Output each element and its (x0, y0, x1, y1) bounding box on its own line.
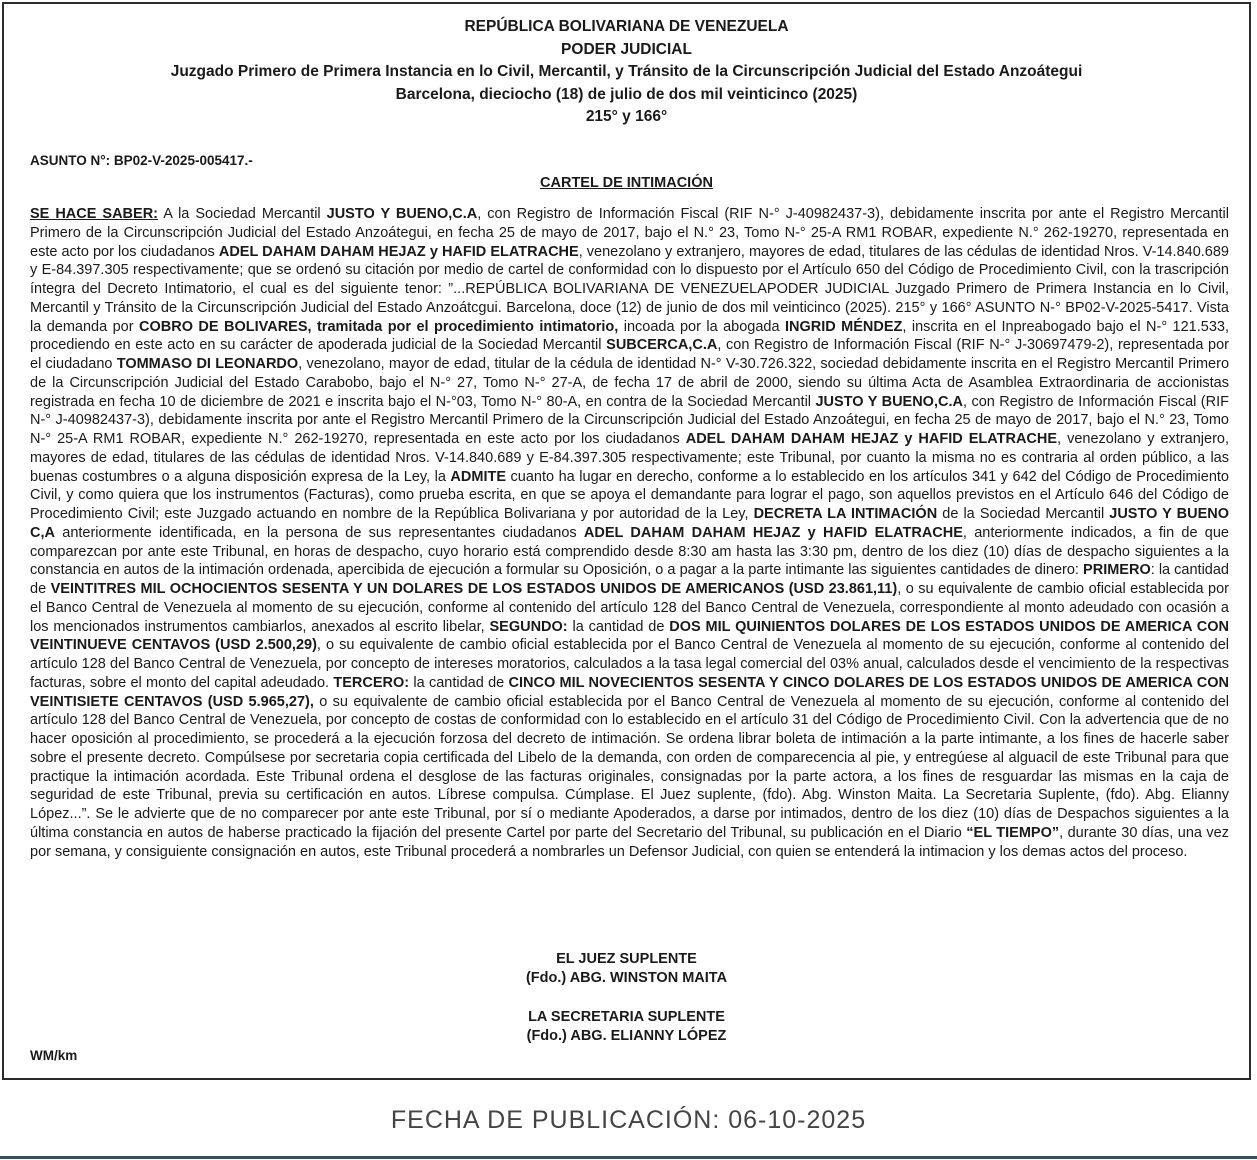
body-emphasis: INGRID MÉNDEZ (784, 318, 903, 335)
body-emphasis: JUSTO Y BUENO,C.A (326, 206, 478, 222)
body-text-segment: , con Registro de Información Fiscal (RIF N-° J-40982437-3), debidamente inscrita por ante el Registro Mercantil Primero de la Circunscripción Judicial del Estado Anzoátegui, en fecha 25 de mayo de 2017, bajo el N.° 23, Tomo N-° 25-A RM1 ROBAR, expediente N.° 262-19270, representada en este acto por los ciudadanos (30, 206, 1229, 260)
header-power: PODER JUDICIAL (561, 40, 692, 58)
body-emphasis: CINCO MIL NOVECIENTOS SESENTA Y CINCO DOLARES DE LOS ESTADOS UNIDOS DE AMERICA CON VEINTISIETE CENTAVOS (USD 5.965,27), (30, 674, 1229, 710)
judge-name: (Fdo.) ABG. WINSTON MAITA (525, 970, 728, 986)
header-country: REPÚBLICA BOLIVARIANA DE VENEZUELA (464, 18, 789, 35)
publication-date: FECHA DE PUBLICACIÓN: 06-10-2025 (390, 1106, 867, 1134)
body-text-segment: : la cantidad de (30, 562, 1229, 597)
body-emphasis: JUSTO Y BUENO C,A (30, 506, 1230, 541)
body-text-segment: , con Registro de Información Fiscal (RIF N-° J-40982437-3), debidamente inscrita por ante el Registro Mercantil Primero de la Circunscripción Judicial del Estado Anzoátegui, en fecha 25 de mayo de 2017, bajo el N.° 23, Tomo N-° 25-A RM1 ROBAR, expediente N.° 262-19270, representada en este acto por los ciudadanos (30, 393, 1229, 447)
body-text-segment: , venezolano y extranjero, mayores de edad, titulares de las cédulas de identidad Nros. V-14.840.689 y E-84.397.305 respectivamente; que se ordenó su citación por medio de cartel de conformidad con lo dispuesto por el Artículo 650 del Código de Procedimiento Civil, con la trascripción íntegra del Decreto Intimatorio, el cual es del siguiente tenor: ”...REPÚBLICA BOLIVARIANA DE VENEZUELAPODER JUDICIAL Juzgado Primero de Primera Instancia en lo Civil, Mercantil y Tránsito de la Circunscripción Judicial del Estado Anzoátcgui. Barcelona, doce (12) de junio de dos mil veinticinco (2025). 215° y 166° ASUNTO N-° BP02-V-2025-5417. Vista la demanda por (30, 243, 1229, 335)
body-text-segment: , venezolano, mayor de edad, titular de la cédula de identidad N-° V-30.726.322, sociedad debidamente inscrita en el Registro Mercantil Primero de la Circunscripción Judicial del Estado Carabobo, bajo el N-° 27, Tomo N-° 27-A, de fecha 17 de abril de 2000, siendo su última Acta de Asamblea Extraordinaria de accionistas registrada en fecha 10 de diciembre de 2021 e inscrita bajo el N-°03, Tomo N-° 80-A, en contra de la Sociedad Mercantil (30, 356, 1230, 410)
body-emphasis: DOS MIL QUINIENTOS DOLARES DE LOS ESTADOS UNIDOS DE AMERICA CON VEINTINUEVE CENTAVOS (USD 2.500,29) (30, 618, 1229, 654)
typist-initials: WM/km (30, 1048, 78, 1063)
body-emphasis: COBRO DE BOLIVARES, tramitada por el procedimiento intimatorio, (139, 318, 619, 335)
body-text-segment: , inscrita en el Inpreabogado bajo el N-° 121.533, procediendo en este acto en su carácter de apoderada judicial de la Sociedad Mercantil (30, 318, 1229, 354)
body-text-segment: de la Sociedad Mercantil (937, 506, 1110, 522)
judge-signature (4, 950, 1249, 988)
secretary-signature (4, 1008, 1249, 1046)
body-emphasis: SEGUNDO: (489, 618, 568, 635)
body-text-segment: A la Sociedad Mercantil (158, 206, 327, 222)
body-emphasis: ADEL DAHAM DAHAM HEJAZ y HAFID ELATRACHE (685, 431, 1058, 447)
body-text-segment: , venezolano y extranjero, mayores de edad, titulares de las cédulas de identidad Nros. V-14.840.689 y E-84.397.305 respectivamente; este Tribunal, por cuanto la misma no es contraria al orden público, a las buenas costumbres o a alguna disposición expresa de la Ley, la (30, 431, 1229, 485)
body-text-segment: , durante 30 días, una vez por semana, y consiguiente consignación en autos, este Tribunal procederá a nombrarles un Defensor Judicial, con quien se entenderá la intimacion y los demas actos del proceso. (30, 824, 1229, 860)
body-text-segment: , anteriormente indicados, a fin de que comparezcan por ante este Tribunal, en horas de despacho, cuyo horario está comprendido desde 8:30 am hasta las 3:30 pm, dentro de los diez (10) días de despacho siguientes a la constancia en autos de la intimación ordenada, apercibida de ejecución a formular su Oposición, o a pagar a la parte intimante las siguientes cantidades de dinero: (30, 524, 1229, 579)
body-text-segment: cuanto ha lugar en derecho, conforme a lo establecido en los artículos 341 y 642 del Código de Procedimiento Civil, y como quiera que los instrumentos (Facturas), como prueba escrita, en que se apoya el demandante para lograr el pago, son aquellos previstos en el Artículo 646 del Código de Procedimiento Civil; este Juzgado actuando en nombre de la República Bolivariana y por autoridad de la Ley, (30, 468, 1229, 522)
footer-divider (0, 1156, 1257, 1159)
header-years: 215° y 166° (585, 108, 668, 126)
body-emphasis: ADEL DAHAM DAHAM HEJAZ y HAFID ELATRACHE (218, 243, 579, 260)
body-emphasis: PRIMERO (1083, 562, 1151, 579)
document-header (4, 16, 1249, 129)
body-emphasis: “EL TIEMPO” (966, 824, 1060, 841)
body-text-segment: , o su equivalente de cambio oficial establecida por el Banco Central de Venezuela al momento de su ejecución, conforme al contenido del artículo 128 del Banco Central de Venezuela, correspondiente al monto adeudado con ocasión a los mencionados instrumentos cambiarlos, anexados al escrito libelar, (30, 581, 1229, 635)
body-emphasis: SE HACE SABER: (30, 206, 159, 222)
body-text-segment: , o su equivalente de cambio oficial establecida por el Banco Central de Venezuela al momento de su ejecución, conforme al contenido del artículo 128 del Banco Central de Venezuela, por concepto de intereses moratorios, calculados a la tasa legal comercial del 03% anual, calculados desde el vencimiento de la respectivas facturas, sobre el monto del capital adeudado. (30, 637, 1229, 691)
body-emphasis: ADEL DAHAM DAHAM HEJAZ y HAFID ELATRACHE (583, 524, 963, 541)
body-emphasis: ADMITE (450, 468, 507, 485)
notice-body (30, 205, 1229, 861)
body-text-segment: o su equivalente de cambio oficial establecida por el Banco Central de Venezuela al momento de su ejecución, conforme al contenido del artículo 128 del Banco Central de Venezuela, por concepto de costas de conformidad con lo establecido en el artículo 31 del Código de Procedimiento Civil. Con la advertencia que de no hacer oposición al procedimiento, se procederá a la ejecución forzosa del decreto de intimación. Se ordena librar boleta de intimación a la parte intimante, a los fines de hacerle saber sobre el presente decreto. Compúlsese por secretaria copia certificada del Libelo de la demanda, con orden de comparecencia al pie, y entregúese al alguacil de este Tribunal para que practique la intimación acordada. Este Tribunal ordena el desglose de las facturas originales, consignadas por la parte actora, a los fines de resguardar las mismas en la caja de seguridad de este Tribunal, previa su certificación en autos. Líbrese compulsa. Cúmplase. El Juez suplente, (fdo). Abg. Winston Maita. La Secretaria Suplente, (fdo). Abg. Elianny López...”. Se le advierte que de no comparecer por ante este Tribunal, por sí o mediante Apoderados, a darse por intimados, dentro de los diez (10) días de Despachos siguientes a la última constancia en autos de haberse practicado la fijación del presente Cartel por parte del Secretario del Tribunal, su publicación en el Diario (30, 693, 1230, 841)
header-date: Barcelona, dieciocho (18) de julio de dos mil veinticinco (2025) (395, 85, 858, 103)
judge-title: EL JUEZ SUPLENTE (556, 951, 697, 967)
body-text-segment: incoada por la abogada (618, 318, 785, 335)
cartel-title: CARTEL DE INTIMACIÓN (540, 175, 713, 191)
body-text-segment: la cantidad de (409, 674, 509, 691)
body-text-segment: , con Registro de Información Fiscal (RIF N-° J-30697479-2), representada por el ciudadano (30, 337, 1229, 372)
body-emphasis: SUBCERCA,C.A (606, 337, 718, 354)
document-frame (2, 2, 1251, 1080)
body-text-segment: la cantidad de (567, 618, 670, 635)
body-emphasis: DECRETA LA INTIMACIÓN (753, 506, 938, 522)
body-emphasis: TOMMASO DI LEONARDO (116, 356, 299, 372)
body-emphasis: VEINTITRES MIL OCHOCIENTOS SESENTA Y UN DOLARES DE LOS ESTADOS UNIDOS DE AMERICANOS (USD 23.861,11) (50, 581, 898, 597)
secretary-name: (Fdo.) ABG. ELIANNY LÓPEZ (526, 1028, 727, 1044)
body-emphasis: TERCERO: (333, 674, 410, 691)
body-emphasis: JUSTO Y BUENO,C.A (815, 393, 963, 410)
case-number: ASUNTO N°: BP02-V-2025-005417.- (30, 153, 253, 168)
body-text-segment: anteriormente identificada, en la persona de sus representantes ciudadanos (54, 524, 584, 541)
header-court: Juzgado Primero de Primera Instancia en lo Civil, Mercantil, y Tránsito de la Circunscripción Judicial del Estado Anzoátegui (170, 63, 1083, 81)
secretary-title: LA SECRETARIA SUPLENTE (528, 1009, 725, 1025)
